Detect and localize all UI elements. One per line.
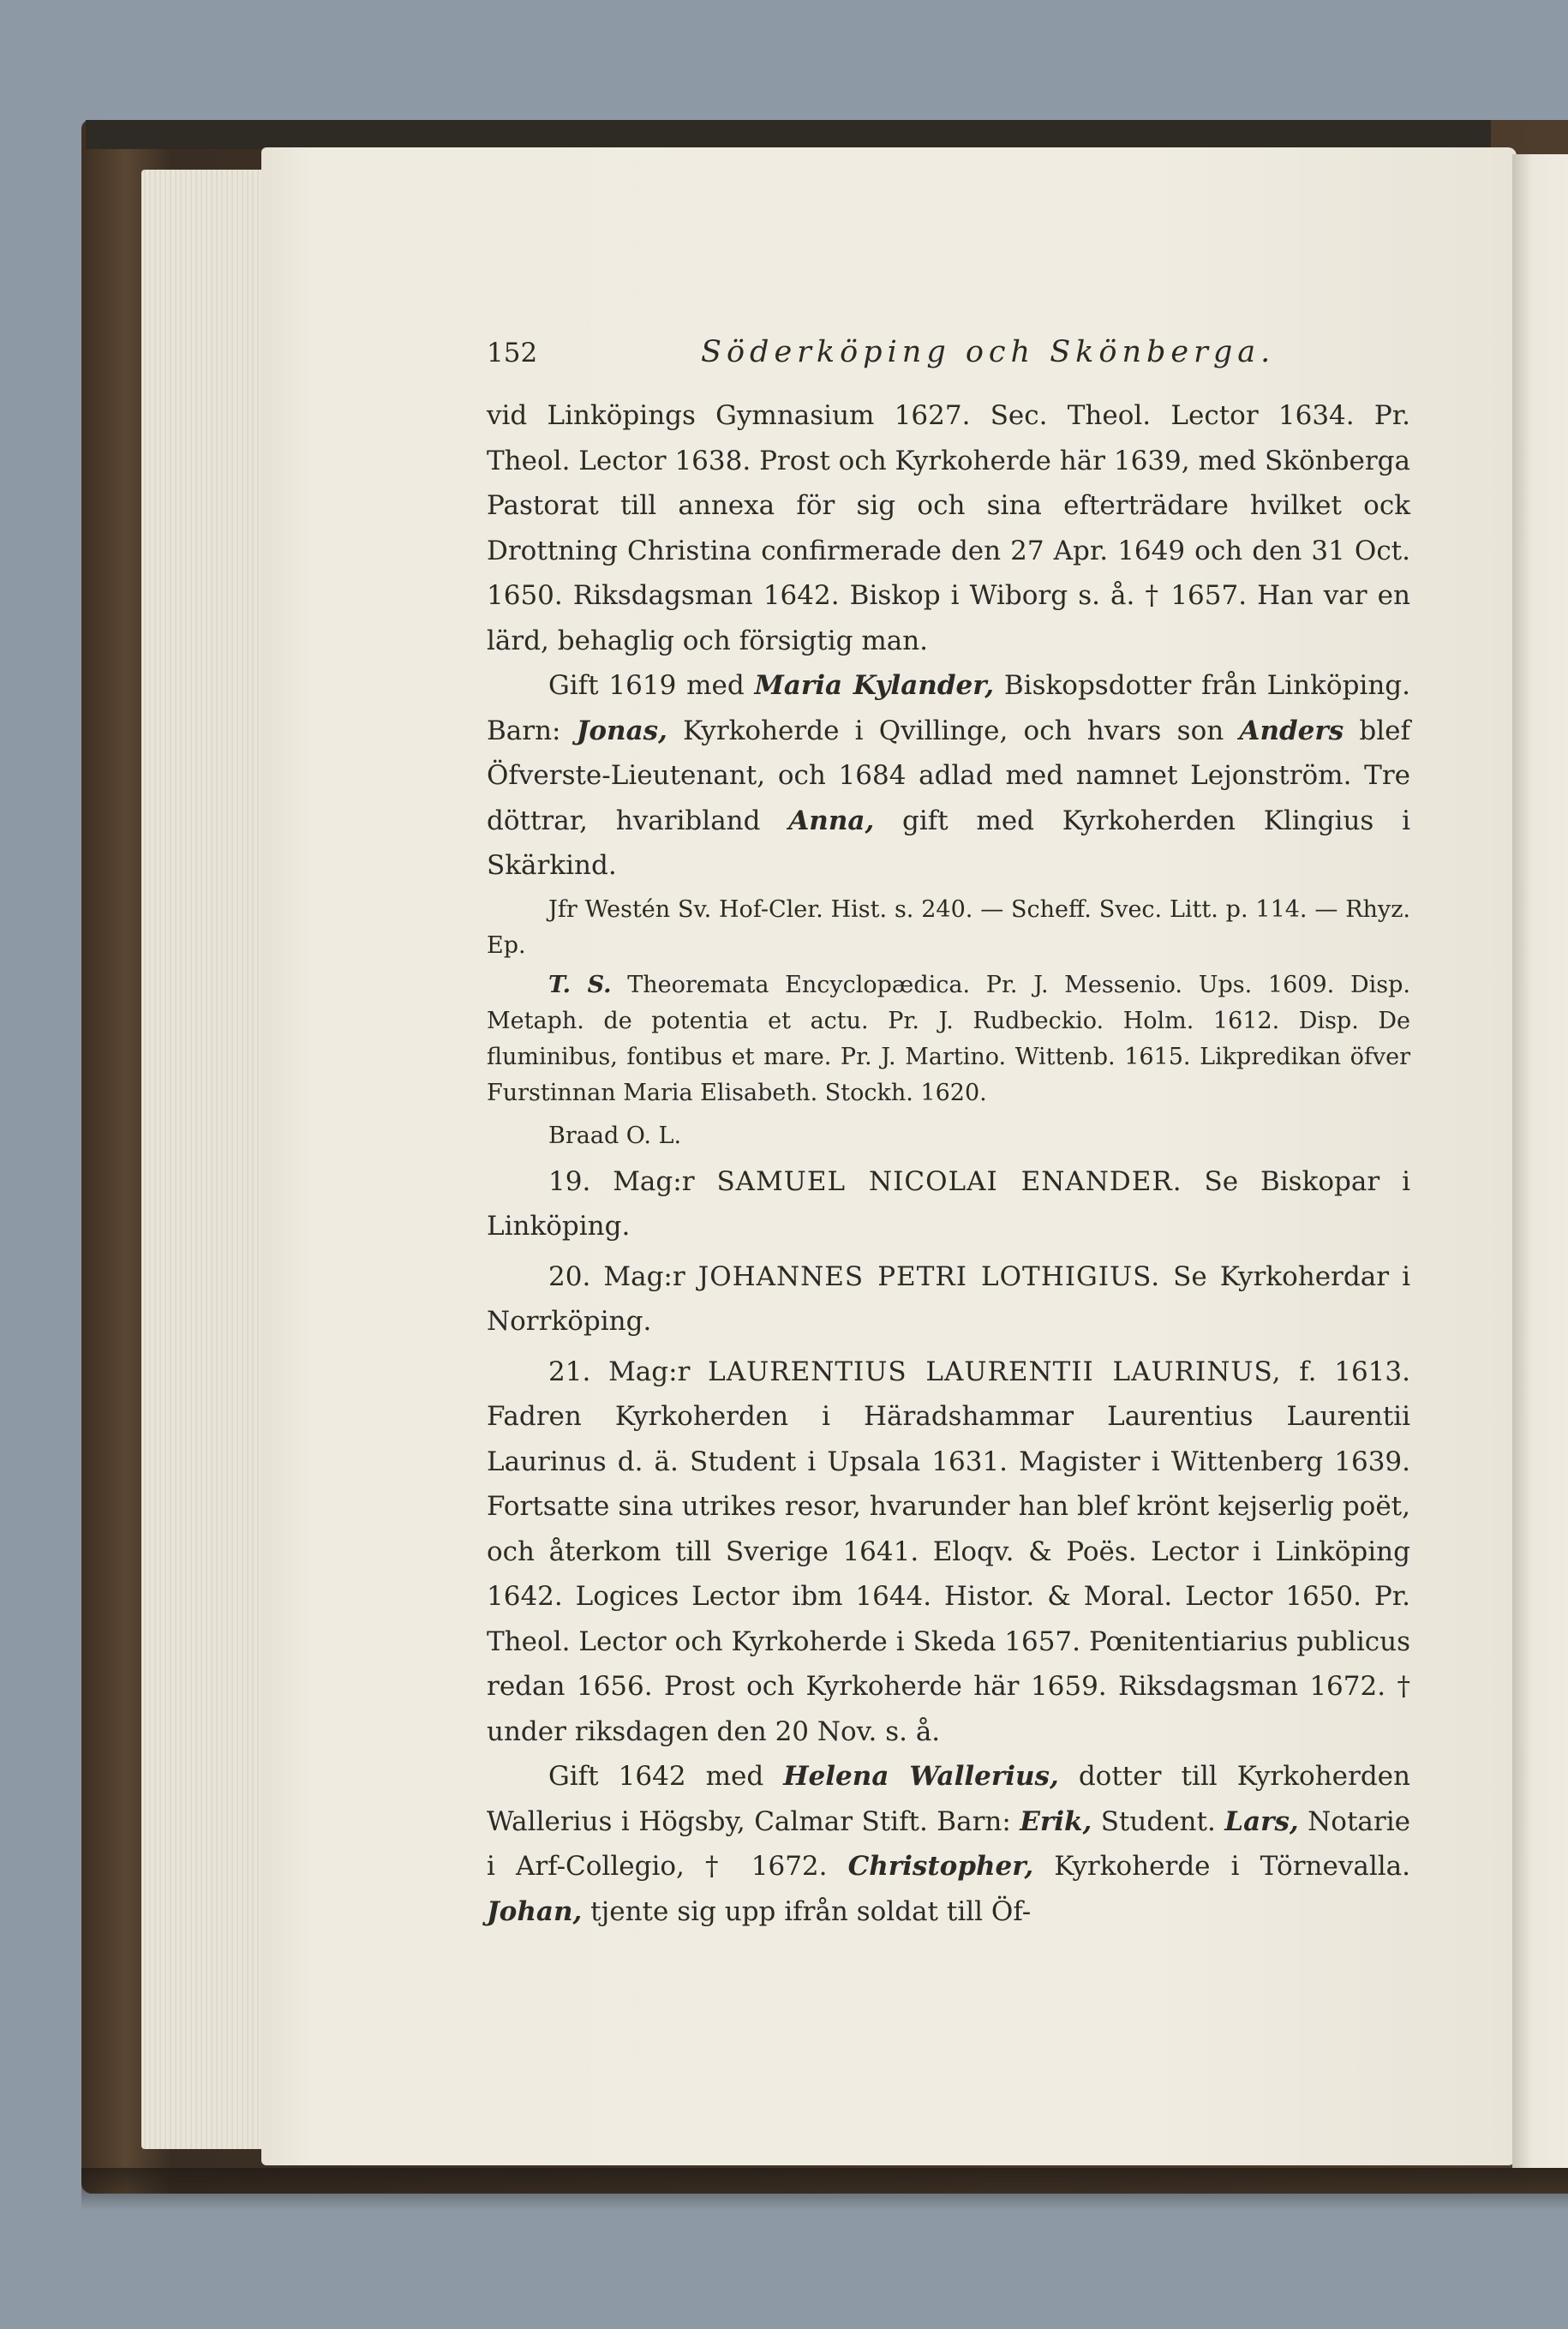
page-header [487, 330, 1410, 378]
book-shadow [81, 2168, 1568, 2211]
book-cover-top-edge [86, 120, 1491, 149]
works-note [487, 967, 1410, 1111]
text: Biskopsdotter från Linköping. Barn: [487, 670, 1410, 746]
signature: Braad O. L. [548, 1122, 682, 1149]
entry-name: JOHANNES PETRI LOTHIGIUS. [697, 1260, 1161, 1292]
person-name: Lars, [1224, 1805, 1299, 1837]
entry-number: 21. Mag:r [548, 1356, 691, 1387]
page-text [487, 330, 1410, 1934]
person-name: Erik, [1020, 1805, 1092, 1837]
entry-21 [487, 1350, 1410, 1755]
text: gift med Kyrkoherden Klingius i Skärkind. [487, 805, 1410, 881]
person-name: Jonas, [576, 715, 667, 746]
person-name: Anders [1239, 715, 1344, 746]
person-name: Anna, [788, 805, 875, 836]
entry-text: f. 1613. Fadren Kyrkoherden i Häradshammar Laurentius Laurentii Laurinus d. ä. Student i Upsala 1631. Magister i Wittenberg 1639. Fortsatte sina utrikes resor, hvarunder han blef krönt kejserlig poët, och återkom till Sverige 1641. Eloqv. & Poës. Lector i Linköping 1642. Logices Lector ibm 1644. Histor. & Moral. Lector 1650. Pr. Theol. Lector och Kyrkoherde i Skeda 1657. Pœnitentiarius publicus redan 1656. Prost och Kyrkoherde här 1659. Riksdagsman 1672. † under riksdagen den 20 Nov. s. å. [487, 1356, 1410, 1747]
entry-text: Se Biskopar i Linköping. [487, 1165, 1410, 1242]
entry-name: LAURENTIUS LAURENTII LAURINUS, [708, 1356, 1282, 1387]
author-abbreviation: T. S. [548, 971, 612, 998]
text: Gift 1642 med [548, 1761, 784, 1792]
person-name: Maria Kylander, [754, 670, 995, 701]
paragraph-marriage [487, 1754, 1410, 1934]
paragraph-family [487, 663, 1410, 889]
text: Kyrkoherde i Qvillinge, och hvars son [667, 715, 1240, 746]
text: blef Öfverste-Lieutenant, och 1684 adlad med namnet Lejonström. Tre döttrar, hvaribland [487, 715, 1410, 836]
person-name: Christopher, [847, 1851, 1034, 1882]
running-title: Söderköping och Skönberga. [701, 335, 1276, 369]
text: Kyrkoherde i Törnevalla. [1033, 1851, 1411, 1882]
paragraph-biography: vid Linköpings Gymnasium 1627. Sec. Theol. Lector 1634. Pr. Theol. Lector 1638. Prost och Kyrkoherde här 1639, med Skönberga Pastorat till annexa för sig och sina efterträdare hvilket ock Drottning Christina confirmerade den 27 Apr. 1649 och den 31 Oct. 1650. Riksdagsman 1642. Biskop i Wiborg s. å. † 1657. Han var en lärd, behaglig och försigtig man. [487, 400, 1410, 656]
text: Student. [1092, 1805, 1225, 1837]
page-block-edge [141, 170, 270, 2149]
entry-20 [487, 1254, 1410, 1344]
person-name: Johan, [487, 1895, 583, 1927]
page-number: 152 [487, 338, 538, 368]
facing-page-edge [1512, 154, 1568, 2168]
entry-number: 19. Mag:r [548, 1165, 695, 1197]
text: tjente sig upp ifrån soldat till Öf- [582, 1895, 1032, 1927]
person-name: Helena Wallerius, [783, 1761, 1059, 1792]
entry-text: Se Kyrkoherdar i Norrköping. [487, 1260, 1410, 1337]
entry-number: 20. Mag:r [548, 1260, 685, 1292]
text: Notarie i Arf-Collegio, † 1672. [487, 1805, 1410, 1882]
text: Theoremata Encyclopædica. Pr. J. Messenio. Ups. 1609. Disp. Metaph. de potentia et actu. Pr. J. Rudbeckio. Holm. 1612. Disp. De fluminibus, fontibus et mare. Pr. J. Martino. Wittenb. 1615. Likpredikan öfver Furstinnan Maria Elisabeth. Stockh. 1620. [487, 971, 1410, 1106]
text: Gift 1619 med [548, 670, 755, 701]
text: dotter till Kyrkoherden Wallerius i Högsby, Calmar Stift. Barn: [487, 1761, 1410, 1837]
entry-name: SAMUEL NICOLAI ENANDER. [716, 1165, 1182, 1197]
entry-19 [487, 1159, 1410, 1249]
reference-note: Jfr Westén Sv. Hof-Cler. Hist. s. 240. — Scheff. Svec. Litt. p. 114. — Rhyz. Ep. [487, 895, 1410, 959]
